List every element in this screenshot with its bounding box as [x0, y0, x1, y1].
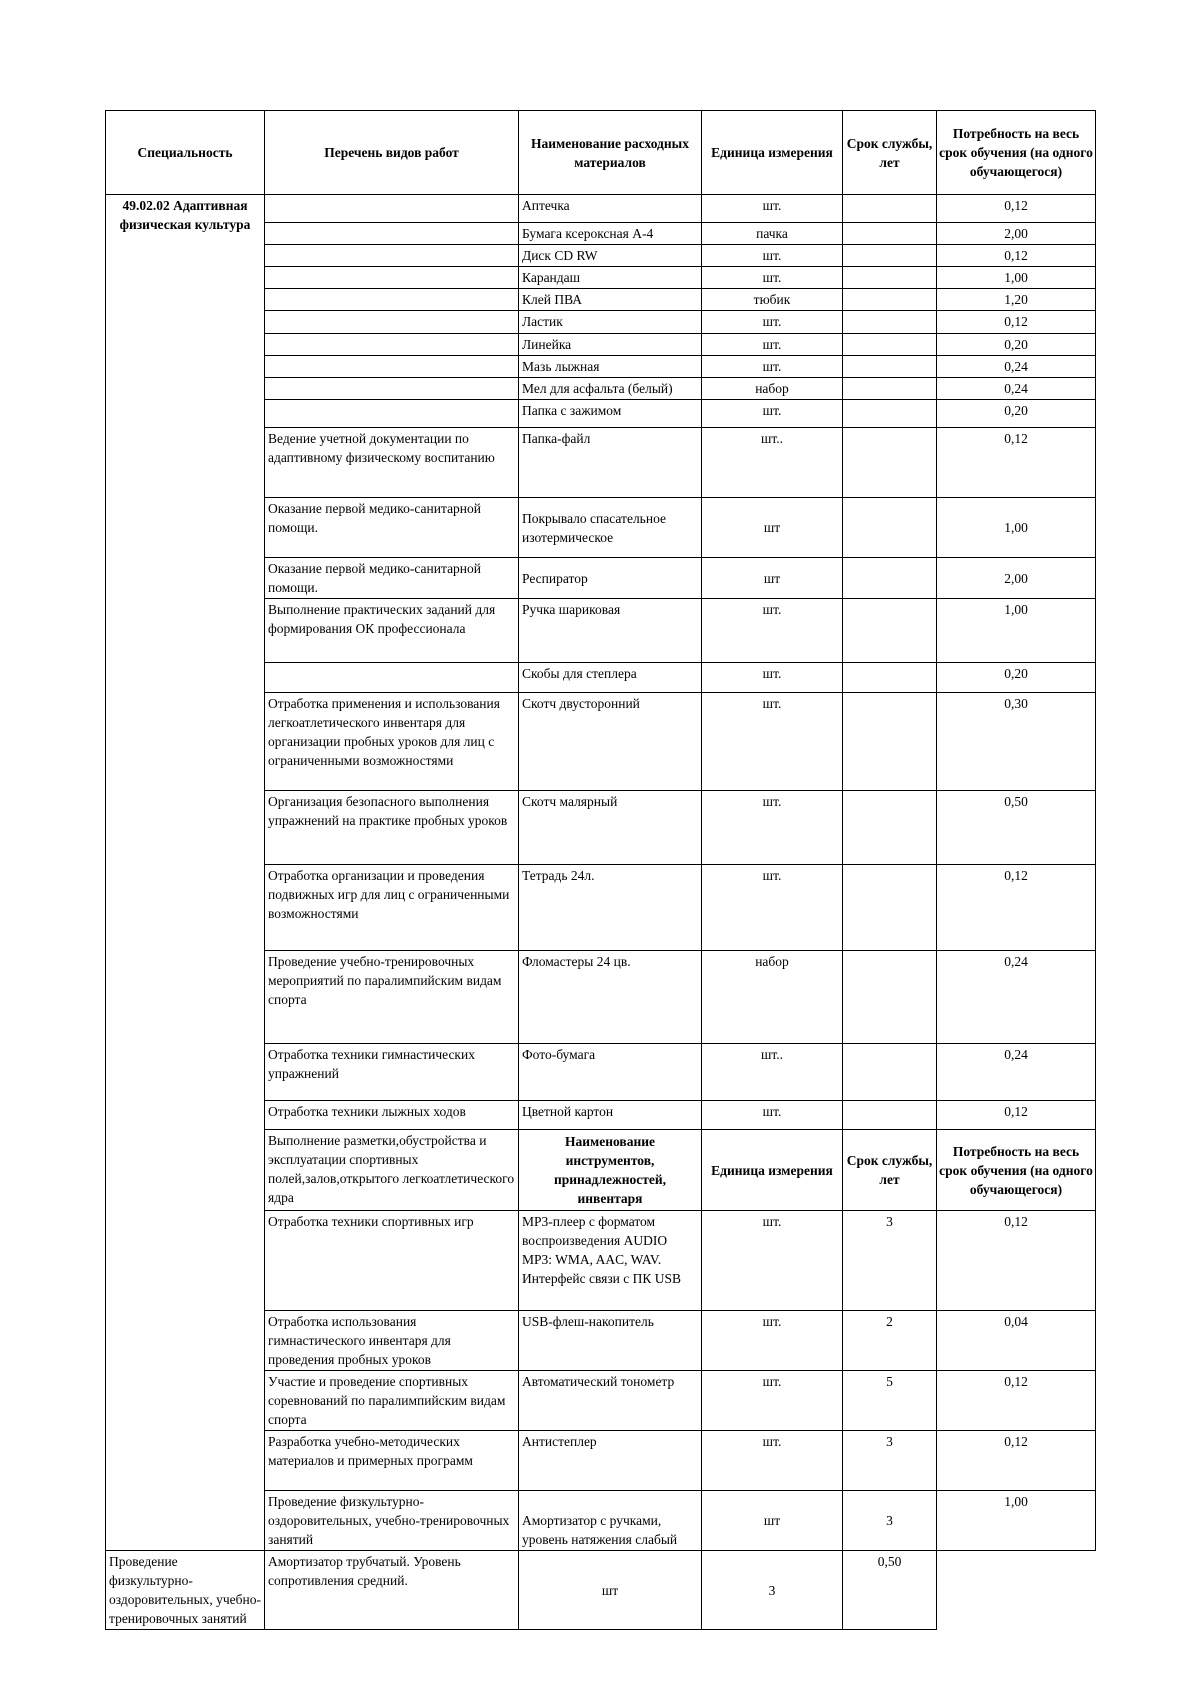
life-cell	[843, 400, 937, 428]
work-cell: Отработка техники гимнастических упражнений	[265, 1044, 519, 1101]
work-cell: Разработка учебно-методических материалов и примерных программ	[265, 1431, 519, 1491]
tool-name-cell: Антистеплер	[519, 1431, 702, 1491]
need-cell: 0,20	[937, 663, 1096, 693]
material-name-cell: Ластик	[519, 311, 702, 334]
tool-name-cell: Автоматический тонометр	[519, 1371, 702, 1431]
unit-cell: шт.	[702, 693, 843, 791]
life-cell	[843, 195, 937, 223]
need-cell: 1,00	[937, 599, 1096, 663]
life-cell	[843, 289, 937, 311]
unit-cell: шт	[702, 558, 843, 599]
header2-service-life: Срок службы, лет	[843, 1130, 937, 1211]
unit-cell: шт.	[702, 865, 843, 951]
life-cell	[843, 558, 937, 599]
life-cell	[843, 498, 937, 558]
unit-cell: пачка	[702, 223, 843, 245]
unit-cell: шт.	[702, 1311, 843, 1371]
work-cell: Оказание первой медико-санитарной помощи.	[265, 498, 519, 558]
need-cell: 0,50	[937, 791, 1096, 865]
need-cell: 0,12	[937, 1101, 1096, 1130]
unit-cell: шт	[519, 1551, 702, 1630]
specialty-cell: 49.02.02 Адаптивная физическая культура	[106, 195, 265, 1551]
life-cell: 5	[843, 1371, 937, 1431]
material-name-cell: Аптечка	[519, 195, 702, 223]
need-cell: 0,12	[937, 1371, 1096, 1431]
need-cell: 0,12	[937, 245, 1096, 267]
work-cell: Проведение учебно-тренировочных мероприятий по паралимпийским видам спорта	[265, 951, 519, 1044]
unit-cell: тюбик	[702, 289, 843, 311]
material-name-cell: Респиратор	[519, 558, 702, 599]
material-name-cell: Фото-бумага	[519, 1044, 702, 1101]
need-cell: 0,12	[937, 865, 1096, 951]
unit-cell: шт.	[702, 400, 843, 428]
material-name-cell: Мазь лыжная	[519, 356, 702, 378]
life-cell	[843, 791, 937, 865]
life-cell	[843, 599, 937, 663]
work-cell	[265, 311, 519, 334]
unit-cell: шт.	[702, 663, 843, 693]
work-cell	[265, 400, 519, 428]
life-cell	[843, 311, 937, 334]
header-service-life: Срок службы, лет	[843, 111, 937, 195]
header-specialty: Специальность	[106, 111, 265, 195]
work-cell	[265, 356, 519, 378]
life-cell	[843, 334, 937, 356]
material-name-cell: Папка-файл	[519, 428, 702, 498]
material-name-cell: Скобы для степлера	[519, 663, 702, 693]
header2-tool-name: Наименование инструментов, принадлежностей, инвентаря	[519, 1130, 702, 1211]
material-name-cell: Скотч двусторонний	[519, 693, 702, 791]
unit-cell: шт.	[702, 1431, 843, 1491]
need-cell: 1,00	[937, 267, 1096, 289]
work-cell: Проведение физкультурно-оздоровительных, учебно-тренировочных занятий	[265, 1491, 519, 1551]
need-cell: 1,00	[937, 1491, 1096, 1551]
life-cell	[843, 1101, 937, 1130]
material-name-cell: Ручка шариковая	[519, 599, 702, 663]
work-cell: Проведение физкультурно-оздоровительных, учебно-тренировочных занятий	[106, 1551, 265, 1630]
tool-name-cell: MP3-плеер с форматом воспроизведения AUDIO MP3: WMA, AAC, WAV. Интерфейс связи с ПК USB	[519, 1211, 702, 1311]
table-row	[106, 1551, 1096, 1630]
need-cell: 0,24	[937, 378, 1096, 400]
need-cell: 0,24	[937, 356, 1096, 378]
material-name-cell: Покрывало спасательное изотермическое	[519, 498, 702, 558]
unit-cell: шт.	[702, 1371, 843, 1431]
life-cell: 3	[843, 1211, 937, 1311]
life-cell: 3	[702, 1551, 843, 1630]
need-cell: 1,20	[937, 289, 1096, 311]
work-cell	[265, 334, 519, 356]
need-cell: 0,12	[937, 311, 1096, 334]
life-cell	[843, 356, 937, 378]
unit-cell: шт..	[702, 1044, 843, 1101]
unit-cell: шт.	[702, 1211, 843, 1311]
life-cell	[843, 378, 937, 400]
work-cell: Участие и проведение спортивных соревнований по паралимпийским видам спорта	[265, 1371, 519, 1431]
need-cell: 0,50	[843, 1551, 937, 1630]
work-cell: Отработка организации и проведения подвижных игр для лиц с ограниченными возможностями	[265, 865, 519, 951]
unit-cell: шт.	[702, 245, 843, 267]
unit-cell: шт.	[702, 599, 843, 663]
need-cell: 0,12	[937, 1211, 1096, 1311]
life-cell	[843, 951, 937, 1044]
life-cell	[843, 428, 937, 498]
unit-cell: шт.	[702, 334, 843, 356]
material-name-cell: Мел для асфальта (белый)	[519, 378, 702, 400]
unit-cell: шт.	[702, 195, 843, 223]
unit-cell: шт.	[702, 791, 843, 865]
material-name-cell: Бумага ксероксная А-4	[519, 223, 702, 245]
unit-cell: шт.	[702, 356, 843, 378]
life-cell: 3	[843, 1491, 937, 1551]
unit-cell: шт.	[702, 267, 843, 289]
tool-name-cell: Амортизатор с ручками, уровень натяжения слабый	[519, 1491, 702, 1551]
work-cell	[265, 289, 519, 311]
need-cell: 0,24	[937, 951, 1096, 1044]
work-cell	[265, 195, 519, 223]
work-cell: Отработка применения и использования легкоатлетического инвентаря для организации пробных уроков для лиц с ограниченными возможностями	[265, 693, 519, 791]
life-cell	[843, 1044, 937, 1101]
material-name-cell: Фломастеры 24 цв.	[519, 951, 702, 1044]
work-cell: Отработка использования гимнастического инвентаря для проведения пробных уроков	[265, 1311, 519, 1371]
life-cell: 3	[843, 1431, 937, 1491]
need-cell: 0,12	[937, 1431, 1096, 1491]
material-name-cell: Карандаш	[519, 267, 702, 289]
header-material-name: Наименование расходных материалов	[519, 111, 702, 195]
work-cell: Оказание первой медико-санитарной помощи.	[265, 558, 519, 599]
work-cell	[265, 245, 519, 267]
work-cell: Выполнение разметки,обустройства и эксплуатации спортивных полей,залов,открытого легкоатлетического ядра	[265, 1130, 519, 1211]
life-cell: 2	[843, 1311, 937, 1371]
material-name-cell: Клей ПВА	[519, 289, 702, 311]
life-cell	[843, 223, 937, 245]
need-cell: 0,24	[937, 1044, 1096, 1101]
work-cell: Выполнение практических заданий для формирования ОК профессионала	[265, 599, 519, 663]
need-cell: 0,20	[937, 334, 1096, 356]
life-cell	[843, 245, 937, 267]
header2-need: Потребность на весь срок обучения (на одного обучающегося)	[937, 1130, 1096, 1211]
materials-table	[105, 110, 1096, 1630]
table-header-row	[106, 111, 1096, 195]
header2-unit: Единица измерения	[702, 1130, 843, 1211]
need-cell: 0,20	[937, 400, 1096, 428]
work-cell: Ведение учетной документации по адаптивному физическому воспитанию	[265, 428, 519, 498]
unit-cell: шт	[702, 498, 843, 558]
need-cell: 2,00	[937, 558, 1096, 599]
unit-cell: шт.	[702, 1101, 843, 1130]
unit-cell: набор	[702, 378, 843, 400]
material-name-cell: Папка с зажимом	[519, 400, 702, 428]
work-cell	[265, 223, 519, 245]
work-cell	[265, 378, 519, 400]
work-cell: Отработка техники спортивных игр	[265, 1211, 519, 1311]
header-unit: Единица измерения	[702, 111, 843, 195]
material-name-cell: Диск CD RW	[519, 245, 702, 267]
material-name-cell: Цветной картон	[519, 1101, 702, 1130]
work-cell: Организация безопасного выполнения упражнений на практике пробных уроков	[265, 791, 519, 865]
unit-cell: шт..	[702, 428, 843, 498]
need-cell: 0,04	[937, 1311, 1096, 1371]
need-cell: 0,12	[937, 195, 1096, 223]
work-cell	[265, 267, 519, 289]
life-cell	[843, 865, 937, 951]
header-need: Потребность на весь срок обучения (на одного обучающегося)	[937, 111, 1096, 195]
unit-cell: шт	[702, 1491, 843, 1551]
work-cell: Отработка техники лыжных ходов	[265, 1101, 519, 1130]
need-cell: 2,00	[937, 223, 1096, 245]
material-name-cell: Тетрадь 24л.	[519, 865, 702, 951]
table-row	[106, 195, 1096, 223]
need-cell: 1,00	[937, 498, 1096, 558]
life-cell	[843, 693, 937, 791]
unit-cell: шт.	[702, 311, 843, 334]
work-cell	[265, 663, 519, 693]
tool-name-cell: USB-флеш-накопитель	[519, 1311, 702, 1371]
life-cell	[843, 267, 937, 289]
unit-cell: набор	[702, 951, 843, 1044]
material-name-cell: Линейка	[519, 334, 702, 356]
material-name-cell: Скотч малярный	[519, 791, 702, 865]
tool-name-cell: Амортизатор трубчатый. Уровень сопротивления средний.	[265, 1551, 519, 1630]
need-cell: 0,12	[937, 428, 1096, 498]
life-cell	[843, 663, 937, 693]
header-work-types: Перечень видов работ	[265, 111, 519, 195]
need-cell: 0,30	[937, 693, 1096, 791]
